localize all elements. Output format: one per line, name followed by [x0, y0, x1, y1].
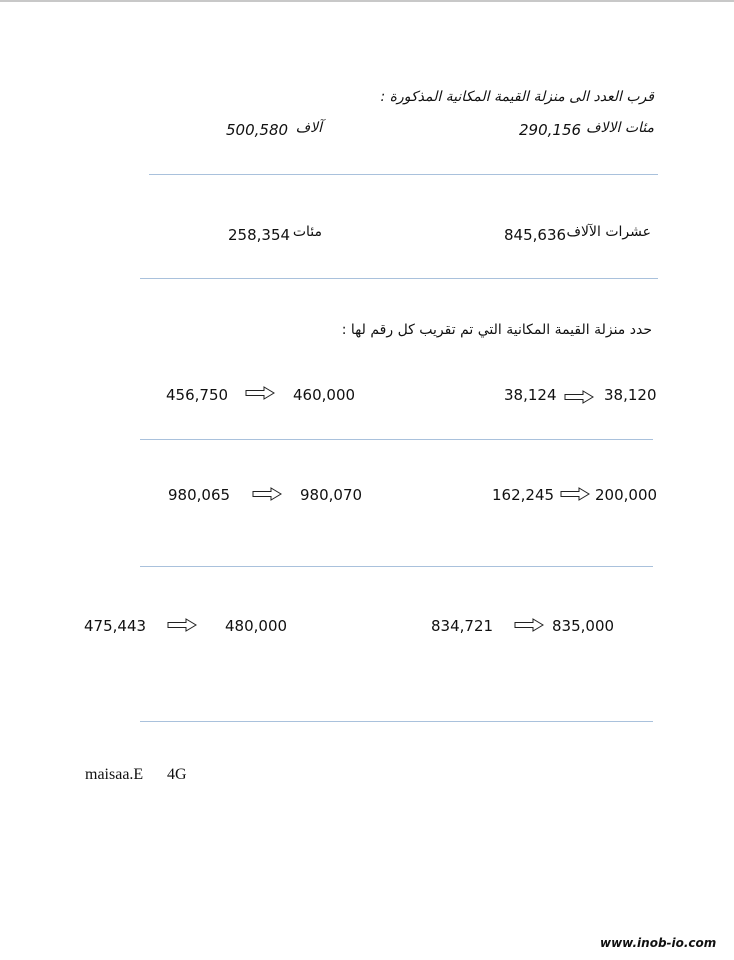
- author-name: maisaa.E: [85, 766, 144, 783]
- divider-4: [140, 566, 653, 567]
- class-grade: 4G: [167, 766, 187, 783]
- row1-right-number: 290,156: [519, 121, 582, 139]
- pair-3-to: 980,070: [300, 486, 363, 504]
- section2-instruction: حدد منزلة القيمة المكانية التي تم تقريب كل رقم لها :: [341, 322, 652, 338]
- divider-5: [140, 721, 653, 722]
- right-arrow-outline-icon: [560, 487, 590, 501]
- row1-left-label: آلاف: [295, 120, 322, 136]
- row2-left-number: 258,354: [228, 226, 291, 244]
- section1-instruction: قرب العدد الى منزلة القيمة المكانية المذكورة :: [380, 89, 654, 105]
- site-watermark: www.inob-io.com: [600, 936, 717, 950]
- right-arrow-outline-icon: [564, 390, 594, 404]
- pair-5-to: 480,000: [225, 617, 288, 635]
- row2-right-number: 845,636: [504, 226, 567, 244]
- pair-5-from: 475,443: [84, 617, 147, 635]
- right-arrow-outline-icon: [252, 487, 282, 501]
- pair-2-from: 38,124: [504, 386, 557, 404]
- pair-3-from: 980,065: [168, 486, 231, 504]
- right-arrow-outline-icon: [514, 618, 544, 632]
- pair-1-from: 456,750: [166, 386, 229, 404]
- divider-2: [140, 278, 658, 279]
- pair-4-to: 200,000: [595, 486, 658, 504]
- divider-1: [149, 174, 658, 175]
- row2-left-label: مئات: [292, 224, 322, 240]
- row1-left-number: 500,580: [226, 121, 289, 139]
- divider-3: [140, 439, 653, 440]
- row2-right-label: عشرات الآلاف: [566, 224, 651, 240]
- pair-6-to: 835,000: [552, 617, 615, 635]
- right-arrow-outline-icon: [245, 386, 275, 400]
- right-arrow-outline-icon: [167, 618, 197, 632]
- pair-4-from: 162,245: [492, 486, 555, 504]
- page-top-border: [0, 0, 734, 2]
- row1-right-label: مئات الالاف: [586, 120, 654, 136]
- pair-2-to: 38,120: [604, 386, 657, 404]
- pair-6-from: 834,721: [431, 617, 494, 635]
- pair-1-to: 460,000: [293, 386, 356, 404]
